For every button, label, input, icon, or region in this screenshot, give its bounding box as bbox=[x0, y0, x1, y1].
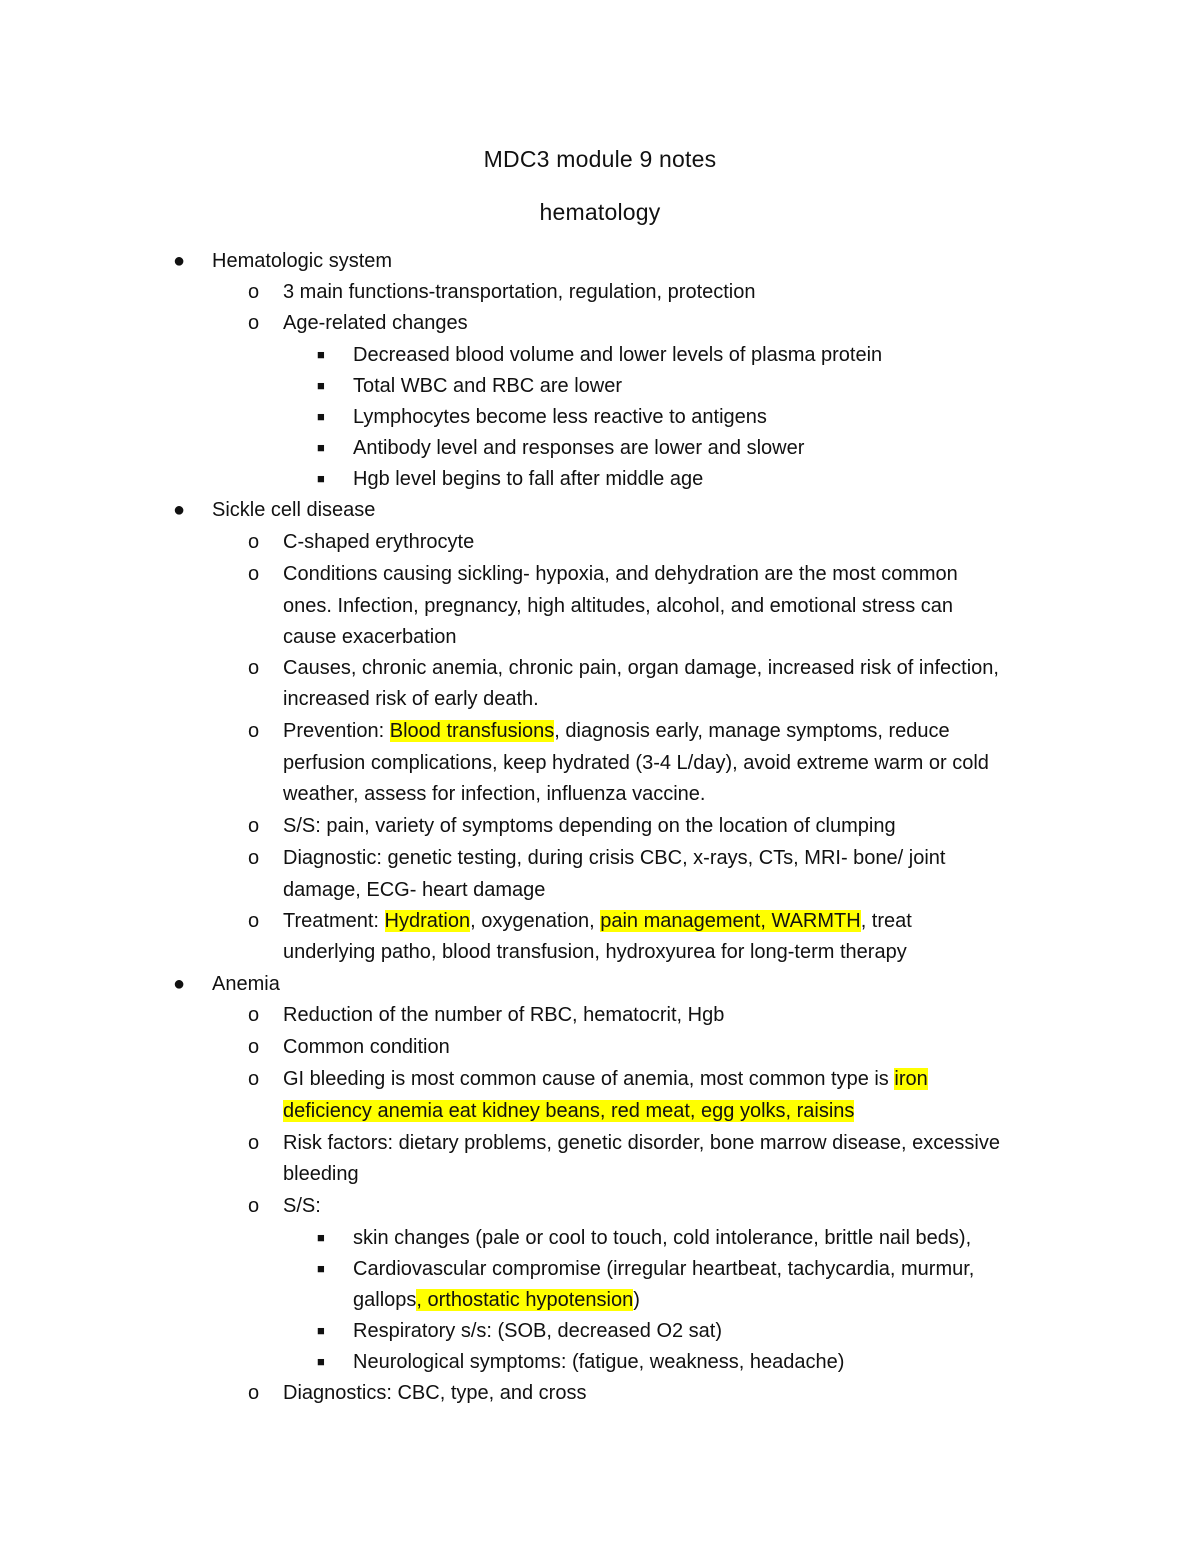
list-item: Neurological symptoms: (fatigue, weakness, headache) bbox=[353, 1351, 845, 1373]
bullet-square-icon: ■ bbox=[317, 347, 325, 362]
bullet-circle-icon: o bbox=[248, 531, 260, 553]
list-item: Common condition bbox=[283, 1036, 450, 1058]
bullet-dot-icon: ● bbox=[173, 499, 186, 521]
list-item: C-shaped erythrocyte bbox=[283, 531, 475, 553]
bullet-circle-icon: o bbox=[248, 1068, 260, 1090]
bullet-circle-icon: o bbox=[248, 657, 260, 679]
list-item-continuation: increased risk of early death. bbox=[283, 688, 539, 710]
list-item: S/S: pain, variety of symptoms depending on the location of clumping bbox=[283, 815, 896, 837]
bullet-dot-icon: ● bbox=[173, 973, 186, 995]
highlighted-text: pain management, WARMTH bbox=[600, 910, 861, 932]
bullet-dot-icon: ● bbox=[173, 250, 186, 272]
highlighted-text: Blood transfusions bbox=[389, 720, 555, 742]
list-item: Age-related changes bbox=[283, 312, 468, 334]
bullet-square-icon: ■ bbox=[317, 1323, 325, 1338]
list-item: Risk factors: dietary problems, genetic disorder, bone marrow disease, excessive bbox=[283, 1132, 1000, 1154]
list-item-continuation: bleeding bbox=[283, 1163, 359, 1185]
section-heading: Anemia bbox=[212, 973, 280, 995]
list-item-continuation: underlying patho, blood transfusion, hydroxyurea for long-term therapy bbox=[283, 941, 907, 963]
list-item-continuation: perfusion complications, keep hydrated (3-4 L/day), avoid extreme warm or cold bbox=[283, 752, 989, 774]
list-item: Cardiovascular compromise (irregular heartbeat, tachycardia, murmur, bbox=[353, 1258, 975, 1280]
bullet-circle-icon: o bbox=[248, 1004, 260, 1026]
list-item: Conditions causing sickling- hypoxia, and dehydration are the most common bbox=[283, 563, 958, 585]
section-heading: Sickle cell disease bbox=[212, 499, 376, 521]
list-item: Respiratory s/s: (SOB, decreased O2 sat) bbox=[353, 1320, 723, 1342]
bullet-circle-icon: o bbox=[248, 312, 260, 334]
list-item: Diagnostic: genetic testing, during crisis CBC, x-rays, CTs, MRI- bone/ joint bbox=[283, 847, 946, 869]
highlighted-text: deficiency anemia eat kidney beans, red meat, egg yolks, raisins bbox=[283, 1100, 855, 1122]
bullet-circle-icon: o bbox=[248, 281, 260, 303]
bullet-square-icon: ■ bbox=[317, 378, 325, 393]
bullet-circle-icon: o bbox=[248, 720, 260, 742]
text-run: , diagnosis early, manage symptoms, reduce bbox=[554, 720, 950, 742]
highlighted-text: iron bbox=[894, 1068, 928, 1090]
list-item-continuation: ones. Infection, pregnancy, high altitudes, alcohol, and emotional stress can bbox=[283, 595, 954, 617]
list-item-continuation bbox=[353, 1288, 640, 1312]
list-item: Lymphocytes become less reactive to antigens bbox=[353, 406, 767, 428]
list-item bbox=[283, 1067, 928, 1091]
highlighted-text: , orthostatic hypotension bbox=[416, 1289, 634, 1311]
bullet-circle-icon: o bbox=[248, 815, 260, 837]
bullet-square-icon: ■ bbox=[317, 471, 325, 486]
bullet-circle-icon: o bbox=[248, 910, 260, 932]
text-run: gallops bbox=[353, 1289, 417, 1311]
text-run: Treatment: bbox=[283, 910, 385, 932]
list-item: Hgb level begins to fall after middle age bbox=[353, 468, 704, 490]
list-item-continuation bbox=[283, 1099, 854, 1123]
bullet-circle-icon: o bbox=[248, 847, 260, 869]
list-item: Antibody level and responses are lower and slower bbox=[353, 437, 805, 459]
list-item: Decreased blood volume and lower levels of plasma protein bbox=[353, 344, 883, 366]
document-subtitle: hematology bbox=[539, 199, 661, 225]
bullet-circle-icon: o bbox=[248, 1195, 260, 1217]
bullet-circle-icon: o bbox=[248, 1132, 260, 1154]
list-item-continuation: damage, ECG- heart damage bbox=[283, 879, 546, 901]
list-item: Total WBC and RBC are lower bbox=[353, 375, 622, 397]
bullet-circle-icon: o bbox=[248, 1036, 260, 1058]
bullet-square-icon: ■ bbox=[317, 1230, 325, 1245]
bullet-square-icon: ■ bbox=[317, 1354, 325, 1369]
bullet-square-icon: ■ bbox=[317, 440, 325, 455]
list-item: skin changes (pale or cool to touch, cold intolerance, brittle nail beds), bbox=[353, 1227, 972, 1249]
text-run: ) bbox=[633, 1289, 640, 1311]
text-run: , oxygenation, bbox=[470, 910, 601, 932]
list-item: Diagnostics: CBC, type, and cross bbox=[283, 1382, 587, 1404]
bullet-circle-icon: o bbox=[248, 563, 260, 585]
text-run: Prevention: bbox=[283, 720, 390, 742]
list-item: S/S: bbox=[283, 1195, 321, 1217]
list-item bbox=[283, 909, 912, 933]
bullet-circle-icon: o bbox=[248, 1382, 260, 1404]
bullet-square-icon: ■ bbox=[317, 1261, 325, 1276]
list-item-continuation: weather, assess for infection, influenza vaccine. bbox=[283, 783, 706, 805]
list-item: Reduction of the number of RBC, hematocrit, Hgb bbox=[283, 1004, 725, 1026]
text-run: , treat bbox=[860, 910, 912, 932]
section-heading: Hematologic system bbox=[212, 250, 393, 272]
list-item: Causes, chronic anemia, chronic pain, organ damage, increased risk of infection, bbox=[283, 657, 999, 679]
list-item bbox=[283, 719, 950, 743]
bullet-square-icon: ■ bbox=[317, 409, 325, 424]
highlighted-text: Hydration bbox=[384, 910, 471, 932]
list-item-continuation: cause exacerbation bbox=[283, 626, 457, 648]
list-item: 3 main functions-transportation, regulation, protection bbox=[283, 281, 756, 303]
text-run: GI bleeding is most common cause of anemia, most common type is bbox=[283, 1068, 895, 1090]
document-title: MDC3 module 9 notes bbox=[483, 146, 717, 172]
